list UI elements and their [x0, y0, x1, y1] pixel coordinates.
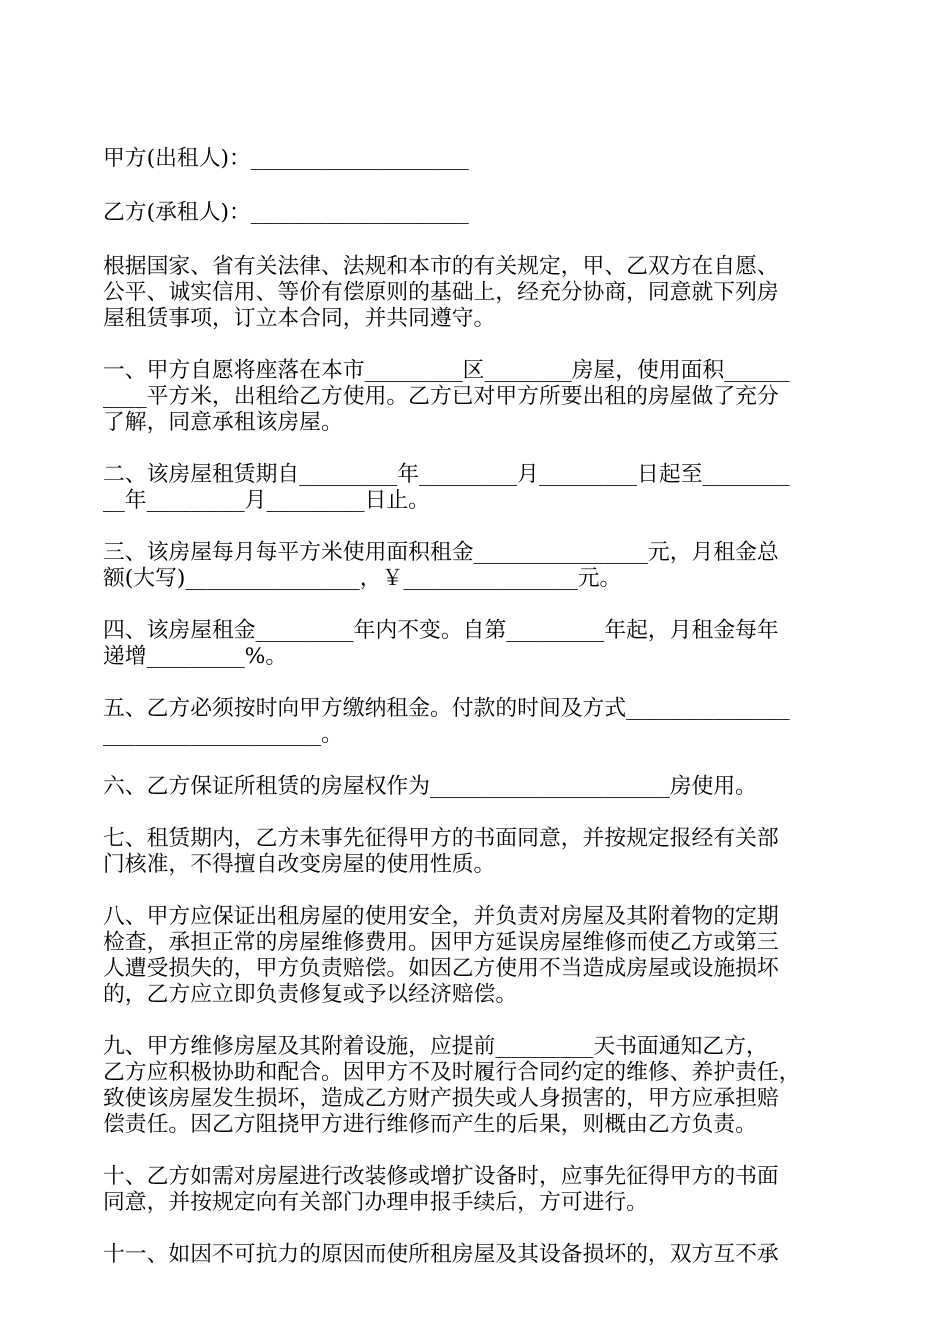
preamble-paragraph: 根据国家、省有关法律、法规和本市的有关规定，甲、乙双方在自愿、 公平、诚实信用、等价有偿原则的基础上，经充分协商，同意就下列房 屋租赁事项，订立本合同，并共同遵守。	[103, 254, 779, 331]
clause-11: 十一、如因不可抗力的原因而使所租房屋及其设备损坏的，双方互不承	[103, 1242, 779, 1267]
clause-7: 七、租赁期内，乙方未事先征得甲方的书面同意，并按规定报经有关部 门核准，不得擅自改变房屋的使用性质。	[103, 826, 779, 877]
clause-3: 三、该房屋每月每平方米使用面积租金________________元，月租金总 额(大写)________________，￥________________元。	[103, 540, 779, 591]
clause-2: 二、该房屋租赁期自_________年_________月_________日起至________ __年_________月_________日止。	[103, 462, 790, 513]
clause-9: 九、甲方维修房屋及其附着设施，应提前_________天书面通知乙方， 乙方应积极协助和配合。因甲方不及时履行合同约定的维修、养护责任， 致使该房屋发生损坏，造成乙方财产损失或人身损害的，甲方应承担赔 偿责任。因乙方阻挠甲方进行维修而产生的后果，则概由乙方负责。	[103, 1034, 801, 1137]
clause-4: 四、该房屋租金_________年内不变。自第_________年起，月租金每年 递增_________%。	[103, 618, 779, 669]
clause-1: 一、甲方自愿将座落在本市_________区________房屋，使用面积______ ____平方米，出租给乙方使用。乙方已对甲方所要出租的房屋做了充分 了解，同意承租该房屋。	[103, 358, 790, 435]
clause-6: 六、乙方保证所租赁的房屋权作为______________________房使用。	[103, 774, 757, 799]
party-a-line: 甲方(出租人)：____________________	[103, 146, 469, 171]
clause-8: 八、甲方应保证出租房屋的使用安全，并负责对房屋及其附着物的定期 检查，承担正常的房屋维修费用。因甲方延误房屋维修而使乙方或第三 人遭受损失的，甲方负责赔偿。如因乙方使用不当造成房屋或设施损坏 的，乙方应立即负责修复或予以经济赔偿。	[103, 904, 779, 1007]
party-b-line: 乙方(承租人)：____________________	[103, 200, 469, 225]
clause-10: 十、乙方如需对房屋进行改装修或增扩设备时，应事先征得甲方的书面 同意，并按规定向有关部门办理申报手续后，方可进行。	[103, 1164, 779, 1215]
clause-5: 五、乙方必须按时向甲方缴纳租金。付款的时间及方式_______________ ____________________。	[103, 696, 790, 747]
contract-page	[103, 146, 851, 1268]
